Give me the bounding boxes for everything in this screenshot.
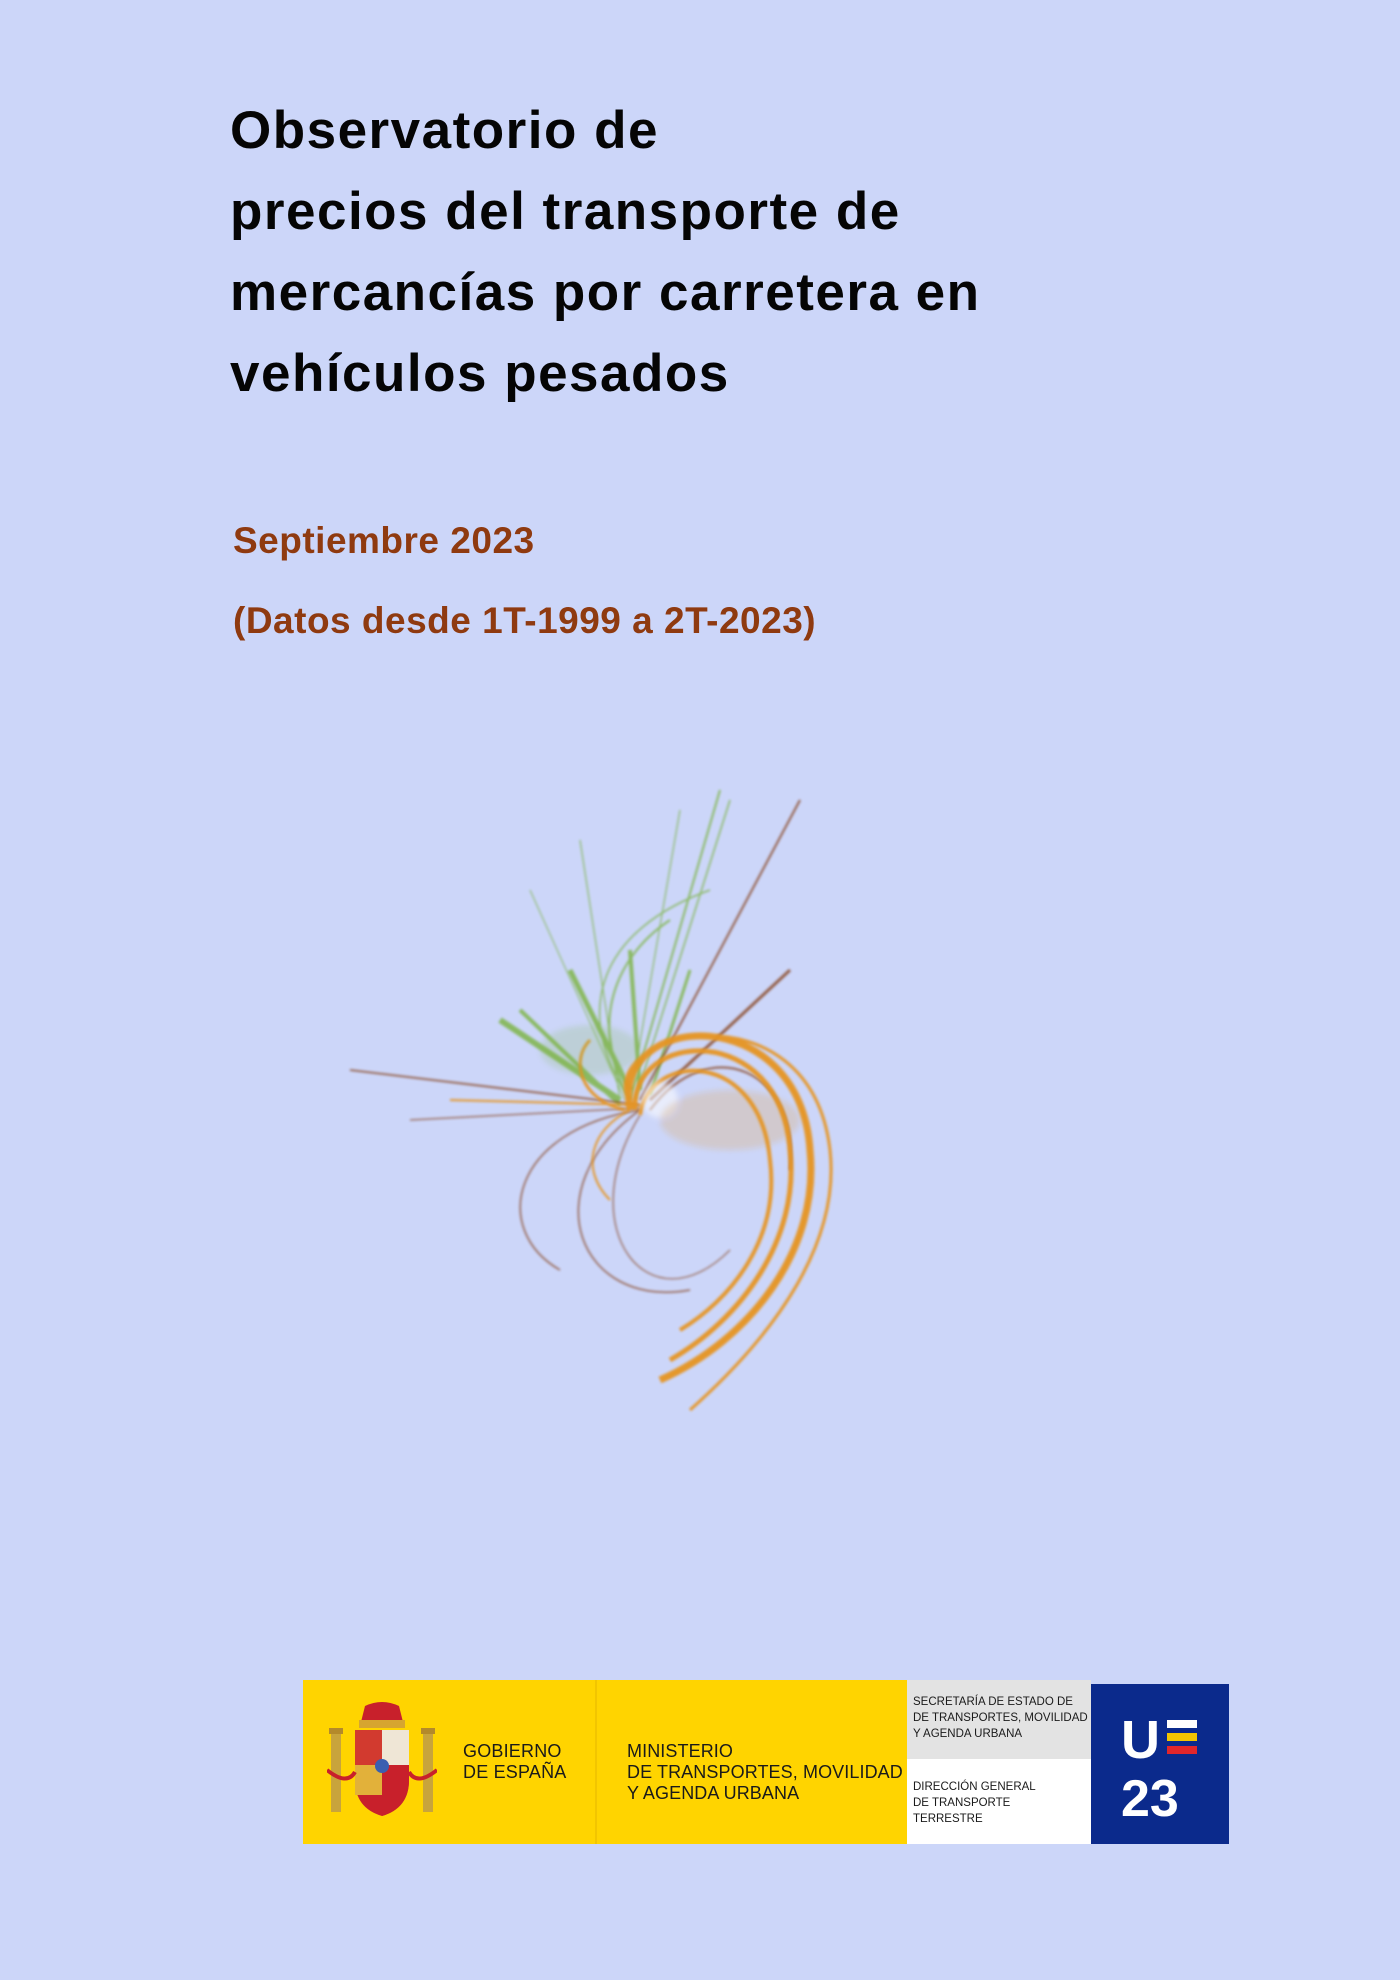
ministerio-text: MINISTERIO DE TRANSPORTES, MOVILIDAD Y AGENDA URBANA [627,1741,903,1803]
gobierno-logo [303,1680,597,1844]
title-line: Observatorio de [230,101,659,160]
document-title [230,90,1280,414]
publication-date: Septiembre 2023 [233,520,535,561]
eu-presidency-icon [1121,1712,1201,1820]
institutional-logo-bar [303,1680,1229,1844]
data-range: (Datos desde 1T-1999 a 2T-2023) [233,600,817,641]
gobierno-text: GOBIERNO DE ESPAÑA [463,1741,567,1782]
coat-of-arms-icon [327,1700,437,1824]
title-line: mercancías por carretera en [230,263,981,322]
swirl-art-icon [330,770,990,1430]
direccion-general-text: DIRECCIÓN GENERAL DE TRANSPORTE TERRESTRE [913,1781,1036,1825]
secretaria-logo [907,1680,1091,1844]
ministerio-logo [597,1680,907,1844]
secretaria-text: SECRETARÍA DE ESTADO DE DE TRANSPORTES, MOVILIDAD Y AGENDA URBANA [913,1696,1088,1740]
title-line: vehículos pesados [230,344,730,403]
title-line: precios del transporte de [230,182,901,241]
eu-mark-top: U [1121,1712,1160,1770]
eu-mark-bottom: 23 [1121,1770,1179,1820]
eu-presidency-logo [1091,1684,1229,1844]
